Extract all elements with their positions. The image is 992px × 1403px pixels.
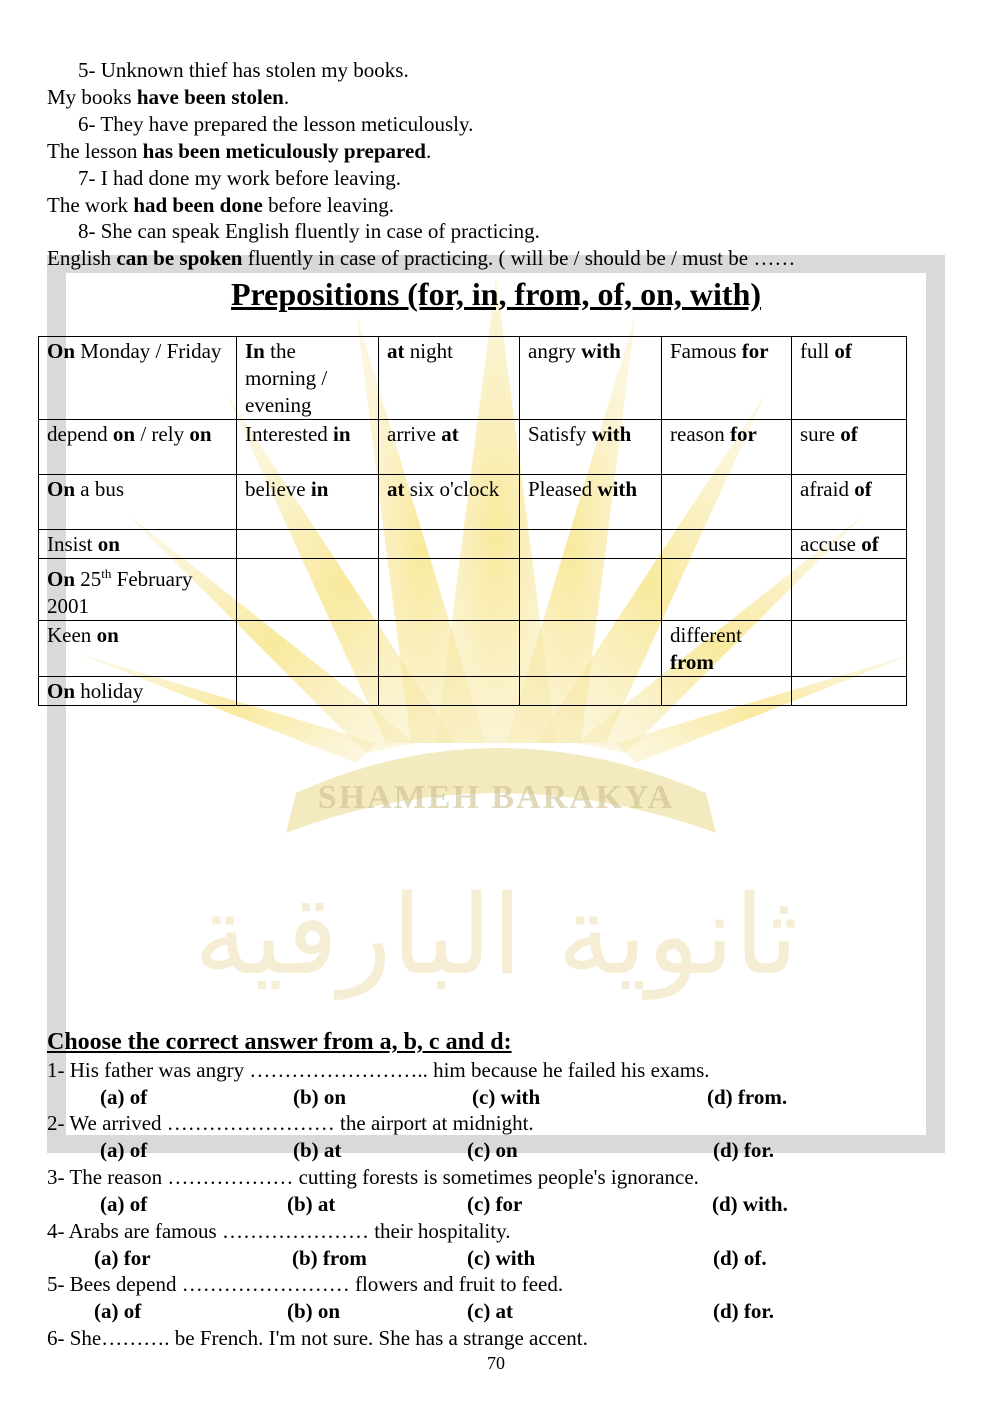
table-cell: [379, 337, 520, 420]
answer-option: (c) on: [467, 1138, 518, 1162]
table-cell: [379, 420, 520, 475]
bold-text: of: [854, 477, 872, 501]
question-text: 4- Arabs are famous ………………… their hospitality.: [47, 1219, 511, 1243]
active-sentence: [78, 218, 540, 244]
bold-text: In: [245, 339, 265, 363]
text-run: .: [283, 85, 290, 109]
bold-text: of: [861, 532, 879, 556]
bold-text: on: [96, 623, 119, 647]
question-text: 2- We arrived …………………… the airport at midnight.: [47, 1111, 534, 1135]
text-run: a bus: [75, 477, 125, 501]
table-cell: [39, 420, 237, 475]
table-cell: [520, 559, 662, 621]
answer-option: (d) for.: [713, 1138, 775, 1162]
passive-sentence: [47, 138, 431, 164]
text-run: Keen: [47, 623, 97, 647]
text-run: before leaving.: [262, 193, 395, 217]
bold-text: on: [97, 532, 120, 556]
text-run: February 2001: [47, 567, 193, 618]
table-row: [39, 559, 907, 621]
text-run: arrive: [387, 422, 442, 446]
text-run: English: [47, 246, 117, 270]
answer-option: (a) for: [94, 1246, 151, 1270]
bold-text: had been done: [133, 193, 263, 217]
exercise-heading: Choose the correct answer from a, b, c and d:: [47, 1029, 512, 1055]
answer-option: (d) of.: [713, 1246, 767, 1270]
answer-option: (c) at: [467, 1299, 514, 1323]
table-cell: [39, 677, 237, 706]
bold-text: On: [47, 339, 76, 363]
passive-sentence: [47, 245, 795, 271]
answer-option: (b) from: [292, 1246, 367, 1270]
answer-option: (a) of: [94, 1299, 142, 1323]
bold-text: in: [310, 477, 329, 501]
table-cell: [39, 475, 237, 530]
text-run: / rely: [135, 422, 190, 446]
bold-text: On: [47, 567, 76, 591]
table-cell: [662, 530, 792, 559]
watermark-latin-text: SHAMEH BARAKYA: [317, 779, 675, 816]
table-row: [39, 621, 907, 677]
answer-option: (d) with.: [712, 1192, 788, 1216]
table-row: [39, 677, 907, 706]
text-run: Interested: [245, 422, 334, 446]
table-cell: [792, 337, 907, 420]
bold-text: can be spoken: [116, 246, 243, 270]
bold-text: in: [333, 422, 351, 446]
table-cell: [237, 530, 379, 559]
passive-sentence: [47, 192, 394, 218]
answer-option: (a) of: [100, 1085, 148, 1109]
text-run: Monday / Friday: [75, 339, 222, 363]
table-cell: [379, 530, 520, 559]
bold-text: with: [591, 422, 632, 446]
table-row: [39, 475, 907, 530]
bold-text: at: [441, 422, 459, 446]
table-cell: [39, 337, 237, 420]
table-cell: [662, 337, 792, 420]
text-run: Famous: [670, 339, 742, 363]
bold-text: on: [112, 422, 136, 446]
text-run: afraid: [800, 477, 855, 501]
text-run: holiday: [75, 679, 144, 703]
table-cell: [237, 677, 379, 706]
answer-option: (b) at: [293, 1138, 342, 1162]
text-run: .: [425, 139, 432, 163]
table-cell: [520, 621, 662, 677]
table-cell: [39, 530, 237, 559]
answer-option: (b) on: [293, 1085, 347, 1109]
table-cell: [520, 420, 662, 475]
answer-option: (c) with: [472, 1085, 541, 1109]
text-run: The work: [47, 193, 134, 217]
text-run: six o'clock: [404, 477, 500, 501]
table-cell: [237, 559, 379, 621]
bold-text: with: [597, 477, 638, 501]
table-cell: [520, 677, 662, 706]
table-cell: [792, 677, 907, 706]
text-run: the morning / evening: [245, 339, 328, 417]
bold-text: at: [387, 339, 405, 363]
text-run: accuse: [800, 532, 862, 556]
answer-option: (d) for.: [713, 1299, 775, 1323]
table-cell: [792, 559, 907, 621]
bold-text: of: [840, 422, 858, 446]
table-cell: [662, 559, 792, 621]
table-cell: [237, 475, 379, 530]
table-cell: [662, 677, 792, 706]
text-run: Insist: [47, 532, 98, 556]
answer-option: (d) from.: [707, 1085, 788, 1109]
active-sentence: [78, 165, 401, 191]
page-title: Prepositions (for, in, from, of, on, with): [230, 276, 762, 312]
table-cell: [792, 621, 907, 677]
watermark-arabic-text: ثانوية البارقية: [193, 871, 799, 999]
prepositions-table: [38, 336, 907, 706]
bold-text: On: [47, 679, 76, 703]
answer-option: (c) for: [467, 1192, 523, 1216]
bold-text: of: [834, 339, 852, 363]
text-run: depend: [47, 422, 113, 446]
text-run: My books: [47, 85, 137, 109]
bold-text: On: [47, 477, 76, 501]
table-cell: [237, 621, 379, 677]
table-cell: [237, 337, 379, 420]
active-sentence: [78, 111, 473, 137]
table-cell: [520, 530, 662, 559]
answer-option: (c) with: [467, 1246, 536, 1270]
bold-text: for: [741, 339, 769, 363]
table-cell: [379, 677, 520, 706]
bold-text: on: [189, 422, 212, 446]
table-row: [39, 420, 907, 475]
answer-option: (a) of: [100, 1192, 148, 1216]
text-run: Pleased: [528, 477, 598, 501]
table-cell: [379, 475, 520, 530]
text-run: reason: [670, 422, 731, 446]
table-row: [39, 337, 907, 420]
table-cell: [662, 420, 792, 475]
table-cell: [237, 420, 379, 475]
table-row: [39, 530, 907, 559]
bold-text: with: [581, 339, 621, 363]
table-cell: [792, 475, 907, 530]
answer-option: (b) at: [287, 1192, 336, 1216]
table-cell: [39, 559, 237, 621]
text-run: full: [800, 339, 835, 363]
table-cell: [792, 530, 907, 559]
text-run: different: [670, 623, 742, 647]
text-run: The lesson: [47, 139, 143, 163]
answer-option: (a) of: [100, 1138, 148, 1162]
text-run: Satisfy: [528, 422, 592, 446]
table-cell: [662, 475, 792, 530]
question-text: 6- She………. be French. I'm not sure. She has a strange accent.: [47, 1326, 588, 1350]
text-run: fluently in case of practicing. ( will be / should be / must be ……: [242, 246, 796, 270]
table-cell: [792, 420, 907, 475]
table-cell: [662, 621, 792, 677]
question-text: 5- Bees depend …………………… flowers and fruit to feed.: [47, 1272, 564, 1296]
text-run: sure: [800, 422, 841, 446]
text-run: 8- She can speak English fluently in case of practicing.: [78, 219, 540, 243]
table-cell: [520, 475, 662, 530]
table-cell: [39, 621, 237, 677]
question-text: 1- His father was angry …………………….. him because he failed his exams.: [47, 1058, 710, 1082]
bold-text: for: [730, 422, 757, 446]
text-run: 6- They have prepared the lesson meticulously.: [78, 112, 474, 136]
table-cell: [520, 337, 662, 420]
passive-sentence: [47, 84, 289, 110]
table-cell: [379, 559, 520, 621]
page-number: 70: [487, 1353, 505, 1373]
bold-text: at: [387, 477, 405, 501]
answer-option: (b) on: [287, 1299, 341, 1323]
bold-text: have been stolen: [136, 85, 284, 109]
text-run: 7- I had done my work before leaving.: [78, 166, 402, 190]
text-run: angry: [528, 339, 582, 363]
bold-text: from: [670, 650, 714, 674]
bold-text: has been meticulously prepared: [142, 139, 426, 163]
table-cell: [379, 621, 520, 677]
text-run: th: [101, 566, 112, 581]
question-text: 3- The reason ……………… cutting forests is sometimes people's ignorance.: [47, 1165, 699, 1189]
text-run: believe: [245, 477, 311, 501]
text-run: night: [404, 339, 453, 363]
active-sentence: [78, 57, 409, 83]
text-run: 25: [75, 567, 102, 591]
text-run: 5- Unknown thief has stolen my books.: [78, 58, 409, 82]
